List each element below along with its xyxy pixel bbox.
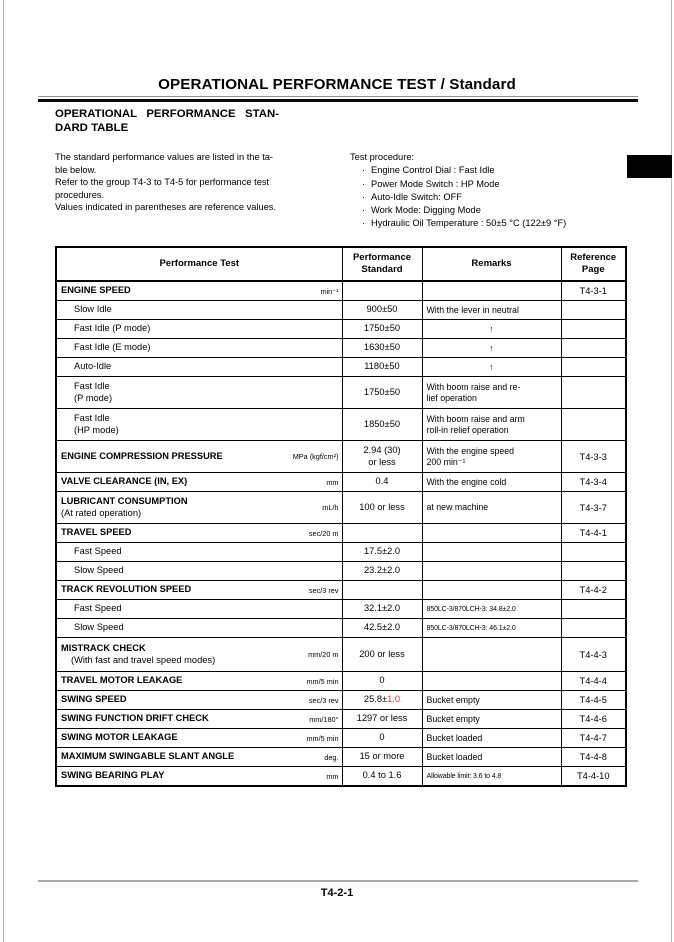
test-procedure-item: · Engine Control Dial : Fast Idle [350,164,635,177]
remarks-cell: With boom raise and arm roll-in relief operation [422,409,561,441]
standard-cell: 0 [342,672,422,691]
reference-page-cell: T4-4-10 [561,767,626,787]
table-row [56,473,626,492]
standard-cell: 15 or more [342,748,422,767]
table-row [56,377,626,409]
table-row [56,281,626,301]
standard-cell: 1850±50 [342,409,422,441]
bullet-icon: · [362,178,366,189]
reference-page-cell: T4-3-4 [561,473,626,492]
test-procedure-item: · Work Mode: Digging Mode [350,204,635,217]
remarks-cell: With boom raise and re- lief operation [422,377,561,409]
unit-label: mm/5 min [306,733,339,743]
standard-cell: 2.94 (30) or less [342,441,422,473]
standard-cell: 1750±50 [342,320,422,339]
remarks-cell: Allowable limit: 3.6 to 4.8 [422,767,561,787]
standard-cell: 25.8±1.0 [342,691,422,710]
standard-cell: 32.1±2.0 [342,600,422,619]
bullet-icon: · [362,218,366,229]
remarks-cell: Bucket empty [422,710,561,729]
table-row [56,543,626,562]
test-cell: SWING SPEED sec/3 rev [56,691,342,710]
reference-page-cell [561,320,626,339]
remarks-cell [422,672,561,691]
bullet-icon: · [362,205,366,216]
remarks-cell [422,524,561,543]
reference-page-cell [561,339,626,358]
table-row [56,581,626,600]
intro-text [55,151,355,214]
test-cell: SWING FUNCTION DRIFT CHECK mm/180° [56,710,342,729]
section-index-tab [627,155,672,178]
test-cell: Slow Speed [56,562,342,581]
test-procedure-item: · Hydraulic Oil Temperature : 50±5 °C (122±9 °F) [350,217,635,230]
unit-label: sec/20 m [308,528,339,538]
test-cell: TRACK REVOLUTION SPEED sec/3 rev [56,581,342,600]
table-row [56,301,626,320]
performance-table [55,246,627,787]
standard-cell [342,524,422,543]
unit-label: mm/20 m [308,650,339,659]
test-procedure-title: Test procedure: [350,152,415,162]
standard-cell [342,581,422,600]
table-row [56,492,626,524]
reference-page-cell: T4-3-1 [561,281,626,301]
standard-cell: 900±50 [342,301,422,320]
test-cell: SWING MOTOR LEAKAGE mm/5 min [56,729,342,748]
unit-label: mm/180° [309,714,339,724]
test-cell: Fast Speed [56,600,342,619]
reference-page-cell [561,377,626,409]
section-heading [55,108,279,135]
test-procedure-item: · Auto-Idle Switch: OFF [350,191,635,204]
table-row [56,767,626,787]
page-right-edge [671,0,672,942]
remarks-cell [422,638,561,672]
test-cell: MISTRACK CHECK (With fast and travel speed modes) mm/20 m [56,638,342,672]
remarks-cell: 850LC-3/870LCH-3: 46.1±2.0 [422,619,561,638]
unit-label: MPa (kgf/cm²) [292,452,339,461]
reference-page-cell: T4-4-5 [561,691,626,710]
test-procedure-item: · Power Mode Switch : HP Mode [350,178,635,191]
remarks-cell: at new machine [422,492,561,524]
test-cell: TRAVEL MOTOR LEAKAGE mm/5 min [56,672,342,691]
table-row [56,691,626,710]
remarks-cell: 850LC-3/870LCH-3: 34.8±2.0 [422,600,561,619]
unit-label: min⁻¹ [320,286,339,296]
standard-cell: 23.2±2.0 [342,562,422,581]
reference-page-cell: T4-4-1 [561,524,626,543]
remarks-cell [422,543,561,562]
title-rule-thick [38,99,638,102]
table-header-row [56,247,626,281]
remarks-cell [422,281,561,301]
table-row [56,748,626,767]
table-row [56,358,626,377]
unit-label: sec/3 rev [308,695,339,705]
remarks-cell [422,581,561,600]
table-row [56,638,626,672]
column-header-performance-standard: Performance Standard [342,247,422,281]
table-row [56,619,626,638]
test-cell: Fast Speed [56,543,342,562]
section-heading-line2: DARD TABLE [55,121,129,134]
test-procedure-list [350,164,635,230]
remarks-cell: Bucket loaded [422,748,561,767]
title-rule [38,96,638,102]
column-header-reference-page: Reference Page [561,247,626,281]
test-cell: MAXIMUM SWINGABLE SLANT ANGLE deg. [56,748,342,767]
page-number: T4-2-1 [320,887,354,899]
reference-page-cell: T4-4-2 [561,581,626,600]
reference-page-cell: T4-4-3 [561,638,626,672]
performance-table-body [56,281,626,786]
standard-cell: 0.4 [342,473,422,492]
standard-cell: 17.5±2.0 [342,543,422,562]
reference-page-cell [561,600,626,619]
table-row [56,409,626,441]
test-procedure [350,151,635,231]
bullet-icon: · [362,191,366,202]
standard-cell: 0 [342,729,422,748]
unit-label: mm [326,771,339,781]
standard-cell: 1750±50 [342,377,422,409]
test-cell: Fast Idle (HP mode) [56,409,342,441]
standard-cell: 1297 or less [342,710,422,729]
test-cell: ENGINE SPEED min⁻¹ [56,281,342,301]
intro-line: ble below. [55,164,97,175]
intro-line: The standard performance values are listed in the ta- [55,152,274,162]
table-row [56,672,626,691]
remarks-cell [422,562,561,581]
unit-label: mm [326,477,339,487]
reference-page-cell [561,301,626,320]
title-rule-thin [38,96,638,97]
reference-page-cell: T4-4-6 [561,710,626,729]
test-cell: TRAVEL SPEED sec/20 m [56,524,342,543]
standard-cell: 42.5±2.0 [342,619,422,638]
test-cell: Fast Idle (P mode) [56,377,342,409]
test-cell: Auto-Idle [56,358,342,377]
reference-page-cell [561,358,626,377]
reference-page-cell: T4-3-3 [561,441,626,473]
standard-cell [342,281,422,301]
test-cell: SWING BEARING PLAY mm [56,767,342,787]
reference-page-cell: T4-4-8 [561,748,626,767]
remarks-cell: With the lever in neutral [422,301,561,320]
table-row [56,710,626,729]
test-cell: VALVE CLEARANCE (IN, EX) mm [56,473,342,492]
footer-rule [38,880,638,882]
test-cell: LUBRICANT CONSUMPTION (At rated operation) mL/h [56,492,342,524]
intro-line: Refer to the group T4-3 to T4-5 for performance test [55,177,270,187]
test-cell: Fast Idle (E mode) [56,339,342,358]
standard-cell: 1180±50 [342,358,422,377]
reference-page-cell [561,562,626,581]
standard-highlight: 1.0 [387,694,401,705]
reference-page-cell: T4-4-4 [561,672,626,691]
unit-label: mm/5 min [306,676,339,686]
remarks-cell: ↑ [422,339,561,358]
test-cell: Fast Idle (P mode) [56,320,342,339]
intro-line: Values indicated in parentheses are reference values. [55,202,277,212]
remarks-cell: ↑ [422,358,561,377]
unit-label: mL/h [322,503,339,512]
table-row [56,441,626,473]
unit-label: sec/3 rev [308,585,339,595]
standard-cell: 100 or less [342,492,422,524]
bullet-icon: · [362,165,366,176]
test-cell: Slow Speed [56,619,342,638]
table-row [56,339,626,358]
column-header-remarks: Remarks [422,247,561,281]
reference-page-cell [561,543,626,562]
reference-page-cell: T4-4-7 [561,729,626,748]
table-row [56,729,626,748]
reference-page-cell [561,619,626,638]
page-left-edge [3,0,4,942]
table-row [56,524,626,543]
remarks-cell: With the engine cold [422,473,561,492]
column-header-performance-test: Performance Test [56,247,342,281]
table-row [56,600,626,619]
page-title: OPERATIONAL PERFORMANCE TEST / Standard [158,76,516,93]
remarks-cell: Bucket loaded [422,729,561,748]
intro-line: procedures. [55,189,105,200]
table-row [56,562,626,581]
remarks-cell: With the engine speed 200 min⁻¹ [422,441,561,473]
reference-page-cell: T4-3-7 [561,492,626,524]
remarks-cell: Bucket empty [422,691,561,710]
standard-cell: 1630±50 [342,339,422,358]
reference-page-cell [561,409,626,441]
section-heading-line1: OPERATIONAL PERFORMANCE STAN- [55,108,279,120]
standard-cell: 0.4 to 1.6 [342,767,422,787]
unit-label: deg. [324,752,339,762]
remarks-cell: ↑ [422,320,561,339]
standard-cell: 200 or less [342,638,422,672]
table-row [56,320,626,339]
test-cell: Slow Idle [56,301,342,320]
test-cell: ENGINE COMPRESSION PRESSURE MPa (kgf/cm²) [56,441,342,473]
